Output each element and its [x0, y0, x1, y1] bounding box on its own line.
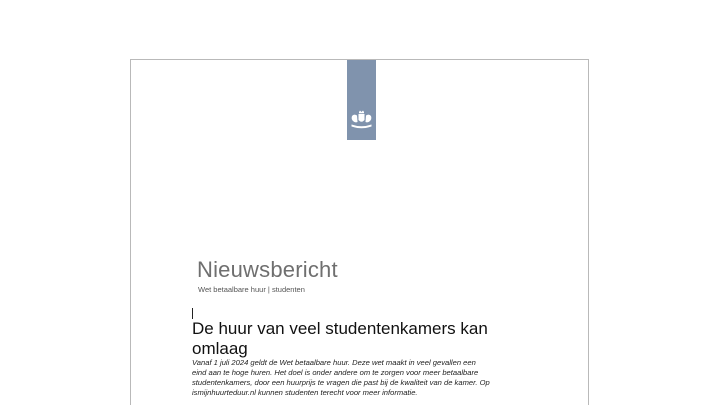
coat-of-arms-icon	[349, 110, 374, 132]
article-headline[interactable]: De huur van veel studentenkamers kan omlaag	[192, 319, 488, 358]
logo-band	[347, 60, 376, 140]
document-page	[130, 59, 589, 405]
text-cursor	[192, 308, 193, 319]
document-subject-line: Wet betaalbare huur | studenten	[198, 285, 305, 294]
lead-paragraph[interactable]: Vanaf 1 juli 2024 geldt de Wet betaalbare huur. Deze wet maakt in veel gevallen een eind aan te hoge huren. Het doel is onder andere om te zorgen voor meer betaalbare studentenkamers, door een huurprijs te vragen die past bij de kwaliteit van de kamer. Op ismijnhuurteduur.nl kunnen studenten terecht voor meer informatie.	[192, 358, 490, 397]
document-type-heading: Nieuwsbericht	[197, 257, 338, 282]
